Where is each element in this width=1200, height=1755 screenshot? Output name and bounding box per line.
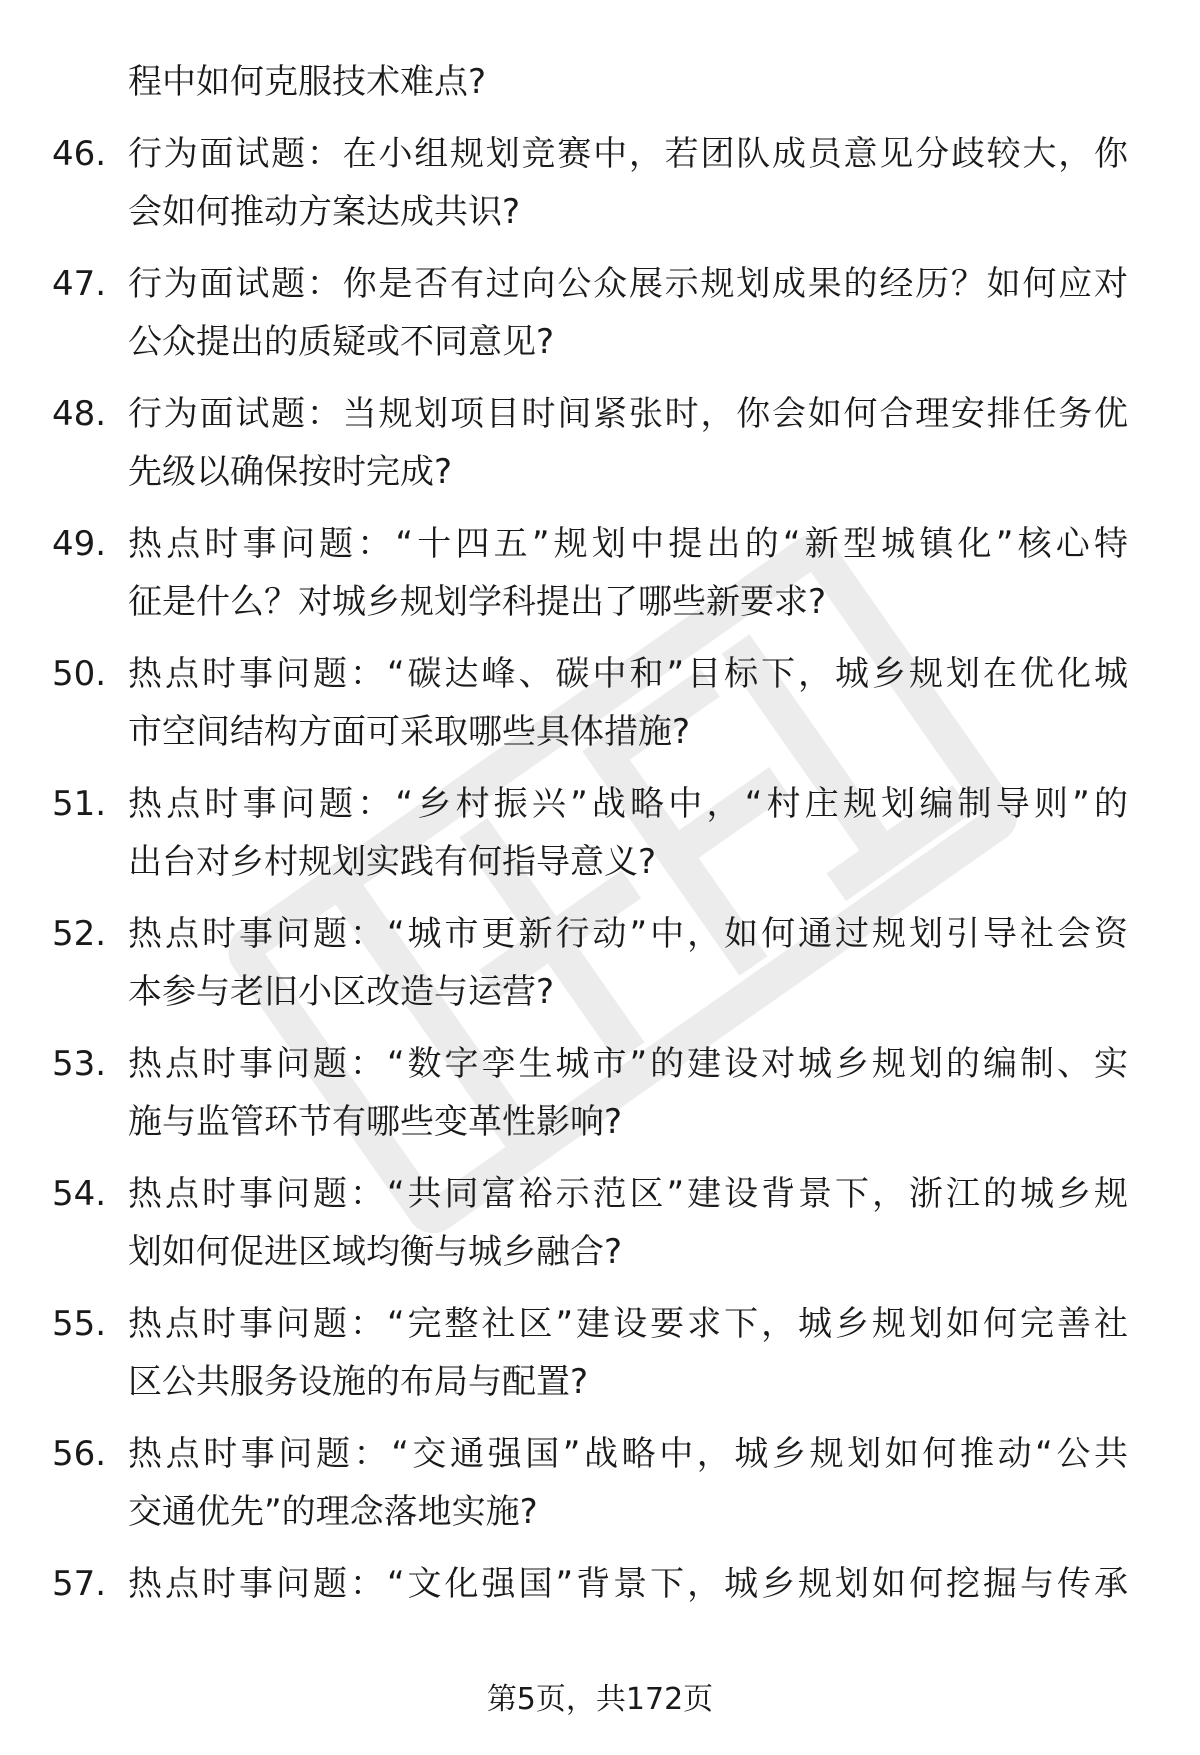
- question-line: 热点时事问题：“乡村振兴”战略中，“村庄规划编制导则”的: [128, 784, 1128, 824]
- question-line: 行为面试题：在小组规划竞赛中，若团队成员意见分歧较大，你: [128, 134, 1128, 174]
- question-item: [52, 1428, 1142, 1538]
- question-item: [52, 648, 1142, 758]
- question-item: [52, 258, 1142, 368]
- question-line: 施与监管环节有哪些变革性影响?: [128, 1102, 623, 1142]
- question-line: 行为面试题：当规划项目时间紧张时，你会如何合理安排任务优: [128, 394, 1128, 434]
- question-number: 46.: [52, 134, 107, 174]
- question-line: 市空间结构方面可采取哪些具体措施?: [128, 712, 691, 752]
- question-line: 会如何推动方案达成共识?: [128, 192, 521, 232]
- question-number: 48.: [52, 394, 107, 434]
- question-number: 54.: [52, 1174, 107, 1214]
- question-line: 出台对乡村规划实践有何指导意义?: [128, 842, 657, 882]
- page-footer: 第5页，共172页: [486, 1682, 714, 1717]
- question-line: 热点时事问题：“十四五”规划中提出的“新型城镇化”核心特: [128, 524, 1128, 564]
- question-line: 热点时事问题：“文化强国”背景下，城乡规划如何挖掘与传承: [128, 1564, 1128, 1604]
- question-line: 区公共服务设施的布局与配置?: [128, 1362, 589, 1402]
- question-number: 56.: [52, 1434, 107, 1474]
- question-number: 52.: [52, 914, 107, 954]
- question-item: [52, 388, 1142, 498]
- question-number: 57.: [52, 1564, 107, 1604]
- question-line: 热点时事问题：“共同富裕示范区”建设背景下，浙江的城乡规: [128, 1174, 1128, 1214]
- continued-question-text: 程中如何克服技术难点?: [128, 62, 487, 102]
- question-number: 53.: [52, 1044, 107, 1084]
- question-line: 热点时事问题：“完整社区”建设要求下，城乡规划如何完善社: [128, 1304, 1128, 1344]
- question-number: 47.: [52, 264, 107, 304]
- question-item: [52, 908, 1142, 1018]
- question-line: 热点时事问题：“碳达峰、碳中和”目标下，城乡规划在优化城: [128, 654, 1128, 694]
- question-item: [52, 1298, 1142, 1408]
- question-line: 热点时事问题：“城市更新行动”中，如何通过规划引导社会资: [128, 914, 1128, 954]
- question-line: 热点时事问题：“数字孪生城市”的建设对城乡规划的编制、实: [128, 1044, 1128, 1084]
- question-item: [52, 518, 1142, 628]
- question-number: 51.: [52, 784, 107, 824]
- question-line: 热点时事问题：“交通强国”战略中，城乡规划如何推动“公共: [128, 1434, 1128, 1474]
- question-line: 交通优先”的理念落地实施?: [128, 1492, 538, 1532]
- question-item: [52, 128, 1142, 238]
- question-line: 先级以确保按时完成?: [128, 452, 453, 492]
- question-item: [52, 778, 1142, 888]
- question-line: 征是什么？对城乡规划学科提出了哪些新要求?: [128, 582, 827, 622]
- question-line: 划如何促进区域均衡与城乡融合?: [128, 1232, 623, 1272]
- question-number: 50.: [52, 654, 107, 694]
- question-item: [52, 1038, 1142, 1148]
- question-item: [52, 1558, 1142, 1668]
- question-line: 公众提出的质疑或不同意见?: [128, 322, 555, 362]
- question-line: 行为面试题：你是否有过向公众展示规划成果的经历？如何应对: [128, 264, 1128, 304]
- question-number: 55.: [52, 1304, 107, 1344]
- question-line: 本参与老旧小区改造与运营?: [128, 972, 555, 1012]
- question-number: 49.: [52, 524, 107, 564]
- question-item: [52, 1168, 1142, 1278]
